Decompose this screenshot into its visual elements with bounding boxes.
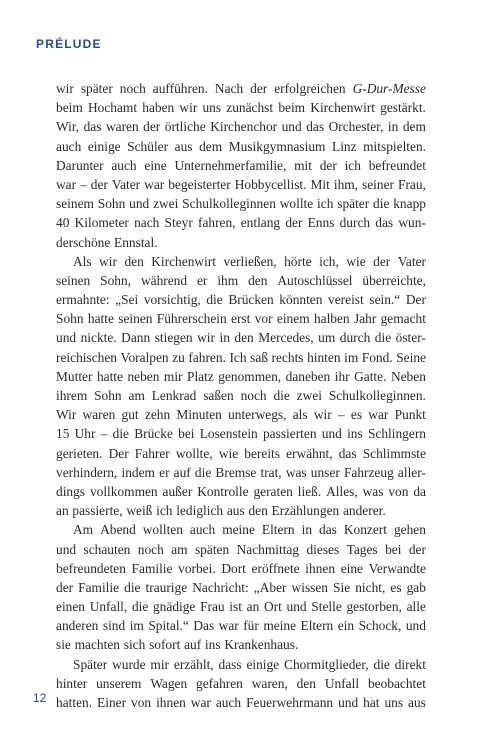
text-line: einen Unfall, die gnädige Frau ist an Ort und Stelle gestorben, alle — [56, 599, 426, 615]
text-line: ihrem Sohn am Lenkrad saßen noch die zwei Schulkolleginnen. — [56, 388, 426, 403]
text-line: Darunter auch eine Unternehmerfamilie, mit der ich befreundet — [56, 157, 426, 173]
text-line: Am Abend wollten auch meine Eltern in das Konzert gehen — [73, 522, 426, 538]
page-number: 12 — [33, 691, 47, 705]
text-line: auch einige Schüler aus dem Musikgymnasium Linz mitspielten. — [56, 138, 426, 154]
text-line: reichischen Voralpen zu fahren. Ich saß rechts hinten im Fond. Seine — [56, 349, 426, 365]
text-line: war – der Vater war begeisterter Hobbycellist. Mit ihm, seiner Frau, — [56, 176, 426, 192]
text-line: hatten. Einer von ihnen war auch Feuerwehrmann und hat uns aus — [56, 695, 426, 710]
text-line: hinter unserem Wagen gefahren waren, den Unfall beobachtet — [56, 675, 426, 691]
text-line: Später wurde mir erzählt, dass einige Chormitglieder, die direkt — [73, 656, 426, 672]
text-line: an passierte, weiß ich lediglich aus den Erzählungen anderer. — [56, 503, 386, 519]
text-line: anderen sind im Spital.“ Das war für meine Eltern ein Schock, und — [56, 618, 426, 634]
text-line: verhindern, indem er auf die Bremse trat, was unser Fahrzeug aller- — [56, 464, 426, 480]
text-line: wir später noch aufführen. Nach der erfolgreichen G-Dur-Messe — [56, 81, 426, 96]
text-line: seinen Sohn, während er ihm den Autoschlüssel überreichte, — [56, 272, 426, 288]
text-line: der Familie die traurige Nachricht: „Aber wissen Sie nicht, es gab — [56, 579, 426, 595]
paragraph — [56, 520, 426, 654]
text-line: befreundeten Familie vorbei. Dort eröffnete ihnen eine Verwandte — [56, 560, 426, 576]
text-line: Mutter hatte neben mir Platz genommen, daneben ihr Gatte. Neben — [56, 368, 426, 384]
text-line: 40 Kilometer nach Steyr fahren, entlang der Enns durch das wun- — [56, 215, 426, 231]
text-line: 15 Uhr – die Brücke bei Losenstein passierten und ins Schlingern — [56, 426, 426, 442]
text-line: seinem Sohn und zwei Schulkolleginnen wollte ich später die knapp — [56, 196, 426, 212]
text-line: beim Hochamt haben wir uns zunächst beim Kirchenwirt gestärkt. — [56, 100, 426, 116]
text-line: Wir, das waren der örtliche Kirchenchor und das Orchester, in dem — [56, 119, 426, 135]
paragraph — [56, 252, 426, 521]
text-line: Als wir den Kirchenwirt verließen, hörte ich, wie der Vater — [73, 253, 426, 269]
text-line: dings vollkommen außer Kontrolle geraten ließ. Alles, was von da — [56, 483, 426, 499]
text-line: Sohn hatte seinen Führerschein erst vor einem halben Jahr gemacht — [56, 311, 426, 327]
running-head-title: PRÉLUDE — [36, 37, 102, 51]
text-line: und nickte. Dann stiegen wir in den Mercedes, um durch die öster- — [56, 330, 426, 346]
text-line: Wir waren gut zehn Minuten unterwegs, als wir – es war Punkt — [56, 407, 426, 423]
text-line: und schauten noch am späten Nachmittag dieses Tages bei der — [56, 541, 426, 557]
text-line: ermahnte: „Sei vorsichtig, die Brücken könnten vereist sein.“ Der — [56, 292, 426, 308]
text-line: gerieten. Der Fahrer wollte, wie bereits erwähnt, das Schlimmste — [56, 445, 426, 461]
text-line: sie machten sich sofort auf ins Krankenhaus. — [56, 637, 299, 653]
text-line: derschöne Ennstal. — [56, 234, 158, 250]
paragraph — [56, 79, 426, 252]
paragraph — [56, 655, 426, 713]
body-text — [56, 79, 426, 712]
